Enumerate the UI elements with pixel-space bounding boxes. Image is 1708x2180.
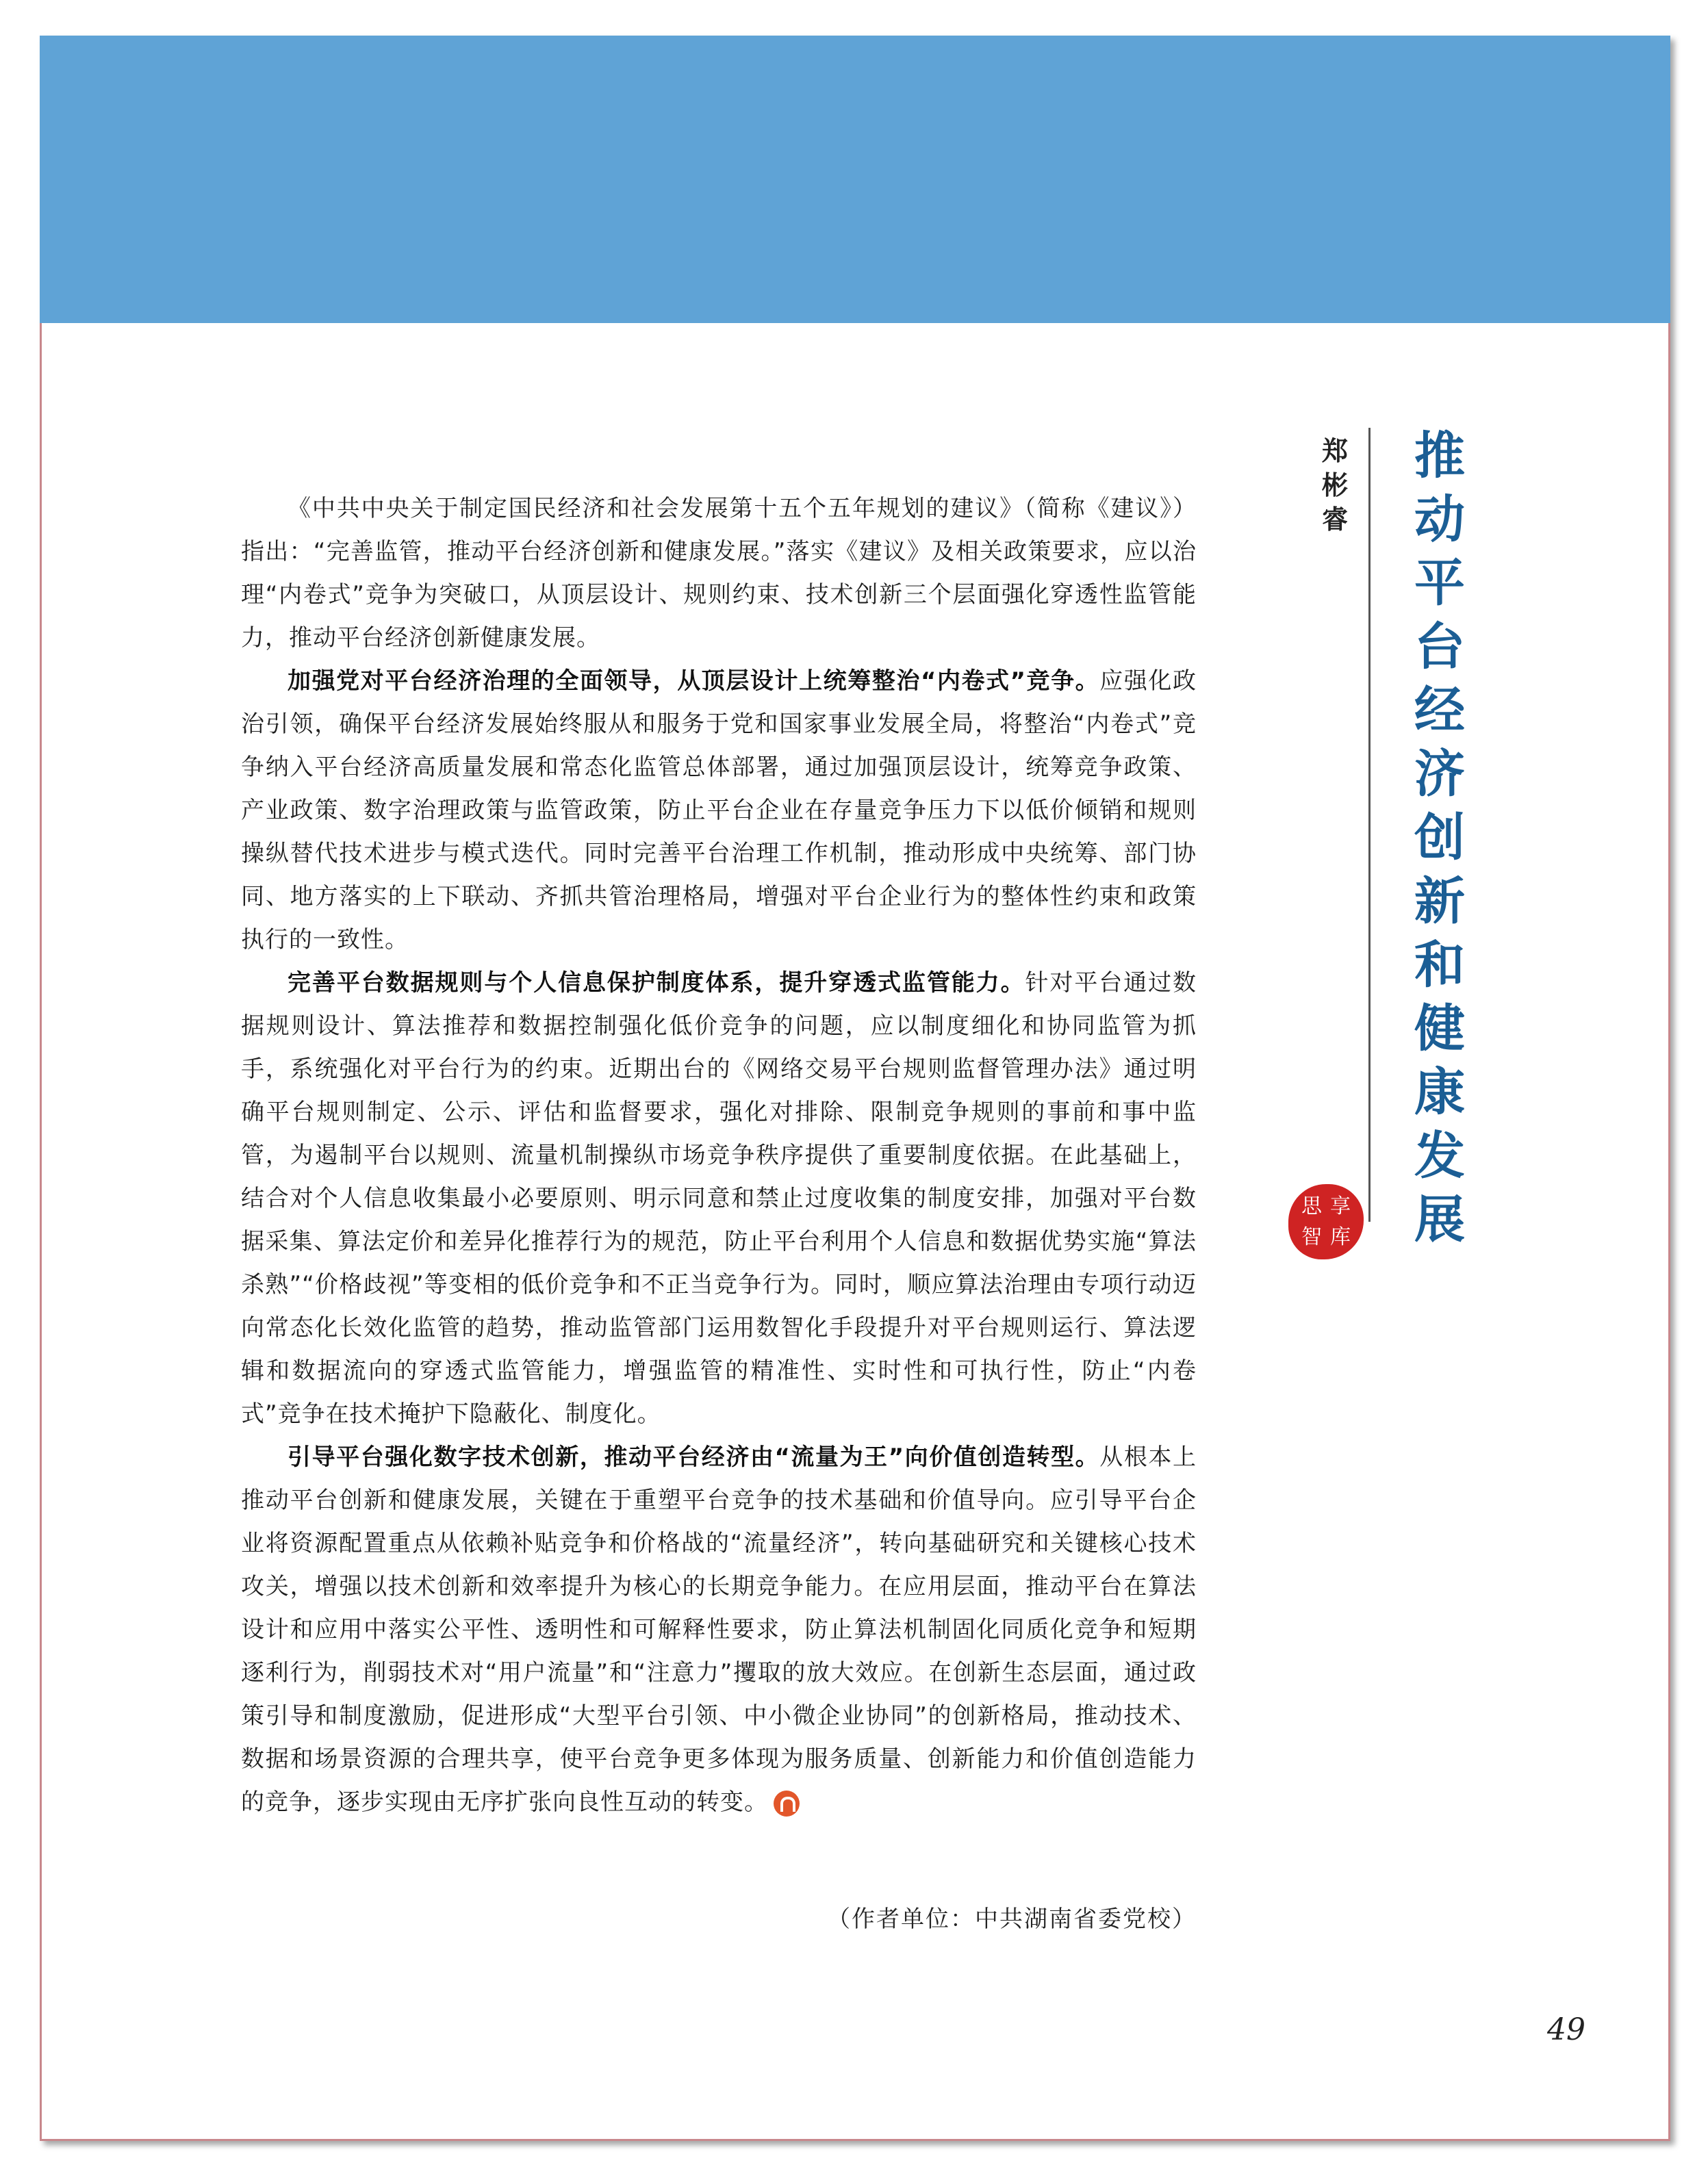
paragraph-data-rules: [241, 962, 1197, 1436]
title-char: 经: [1414, 681, 1465, 740]
author-name: [1314, 434, 1355, 537]
paragraph-lead: 加强党对平台经济治理的全面领导，从顶层设计上统筹整治“内卷式”竞争。: [288, 667, 1100, 695]
title-char: 康: [1414, 1063, 1465, 1122]
paragraph-lead: 完善平台数据规则与个人信息保护制度体系，提升穿透式监管能力。: [288, 969, 1025, 997]
article-title: [1402, 424, 1477, 1252]
title-char: 台: [1414, 617, 1465, 676]
page-number: 49: [1547, 2012, 1585, 2047]
paragraph-text: 从根本上推动平台创新和健康发展，关键在于重塑平台竞争的技术基础和价值导向。应引导平台企业将资源配置重点从依赖补贴竞争和价格战的“流量经济”，转向基础研究和关键核心技术攻关，增强以技术创新和效率提升为核心的长期竞争能力。在应用层面，推动平台在算法设计和应用中落实公平性、透明性和可解释性要求，防止算法机制固化同质化竞争和短期逐利行为，削弱技术对“用户流量”和“注意力”攫取的放大效应。在创新生态层面，通过政策引导和制度激励，促进形成“大型平台引领、中小微企业协同”的创新格局，推动技术、数据和场景资源的合理共享，使平台竞争更多体现为服务质量、创新能力和价值创造能力的竞争，逐步实现由无序扩张向良性互动的转变。: [241, 1444, 1197, 1816]
seal-char: 库: [1330, 1224, 1351, 1249]
title-char: 动: [1414, 490, 1465, 549]
article-body: [241, 487, 1197, 1824]
title-char: 新: [1414, 872, 1465, 931]
title-char: 平: [1414, 554, 1465, 613]
seal-stamp-logo: [1288, 1184, 1364, 1259]
paragraph-tech-innovation: [241, 1436, 1197, 1824]
end-mark-icon: [774, 1791, 800, 1817]
title-char: 健: [1414, 999, 1465, 1058]
author-char: 彬: [1321, 470, 1348, 500]
paragraph-text: 《中共中央关于制定国民经济和社会发展第十五个五年规划的建议》（简称《建议》）指出：“完善监管，推动平台经济创新和健康发展。”落实《建议》及相关政策要求，应以治理“内卷式”竞争为突破口，从顶层设计、规则约束、技术创新三个层面强化穿透性监管能力，推动平台经济创新健康发展。: [241, 495, 1197, 652]
title-char: 济: [1414, 745, 1465, 804]
title-char: 展: [1414, 1190, 1465, 1249]
title-char: 和: [1414, 936, 1465, 995]
paragraph-text: 应强化政治引领，确保平台经济发展始终服从和服务于党和国家事业发展全局，将整治“内卷式”竞争纳入平台经济高质量发展和常态化监管总体部署，通过加强顶层设计，统筹竞争政策、产业政策、数字治理政策与监管政策，防止平台企业在存量竞争压力下以低价倾销和规则操纵替代技术进步与模式迭代。同时完善平台治理工作机制，推动形成中央统筹、部门协同、地方落实的上下联动、齐抓共管治理格局，增强对平台企业行为的整体性约束和政策执行的一致性。: [241, 667, 1197, 953]
title-char: 发: [1414, 1127, 1465, 1185]
paragraph-lead: 引导平台强化数字技术创新，推动平台经济由“流量为王”向价值创造转型。: [288, 1444, 1100, 1471]
author-char: 郑: [1321, 435, 1348, 466]
seal-char: 享: [1330, 1194, 1351, 1218]
header-band: [40, 36, 1670, 323]
paragraph-intro: [241, 487, 1197, 660]
title-divider: [1368, 428, 1371, 1222]
author-char: 睿: [1321, 504, 1348, 535]
paragraph-party-leadership: [241, 660, 1197, 962]
paragraph-text: 针对平台通过数据规则设计、算法推荐和数据控制强化低价竞争的问题，应以制度细化和协同监管为抓手，系统强化对平台行为的约束。近期出台的《网络交易平台规则监督管理办法》通过明确平台规则制定、公示、评估和监督要求，强化对排除、限制竞争规则的事前和事中监管，为遏制平台以规则、流量机制操纵市场竞争秩序提供了重要制度依据。在此基础上，结合对个人信息收集最小必要原则、明示同意和禁止过度收集的制度安排，加强对平台数据采集、算法定价和差异化推荐行为的规范，防止平台利用个人信息和数据优势实施“算法杀熟”“价格歧视”等变相的低价竞争和不正当竞争行为。同时，顺应算法治理由专项行动迈向常态化长效化监管的趋势，推动监管部门运用数智化手段提升对平台规则运行、算法逻辑和数据流向的穿透式监管能力，增强监管的精准性、实时性和可执行性，防止“内卷式”竞争在技术掩护下隐蔽化、制度化。: [241, 969, 1197, 1428]
seal-char: 思: [1301, 1194, 1322, 1218]
title-char: 创: [1414, 808, 1465, 867]
title-char: 推: [1414, 426, 1465, 485]
author-affiliation: （作者单位：中共湖南省委党校）: [827, 1906, 1197, 1933]
seal-char: 智: [1301, 1224, 1322, 1249]
